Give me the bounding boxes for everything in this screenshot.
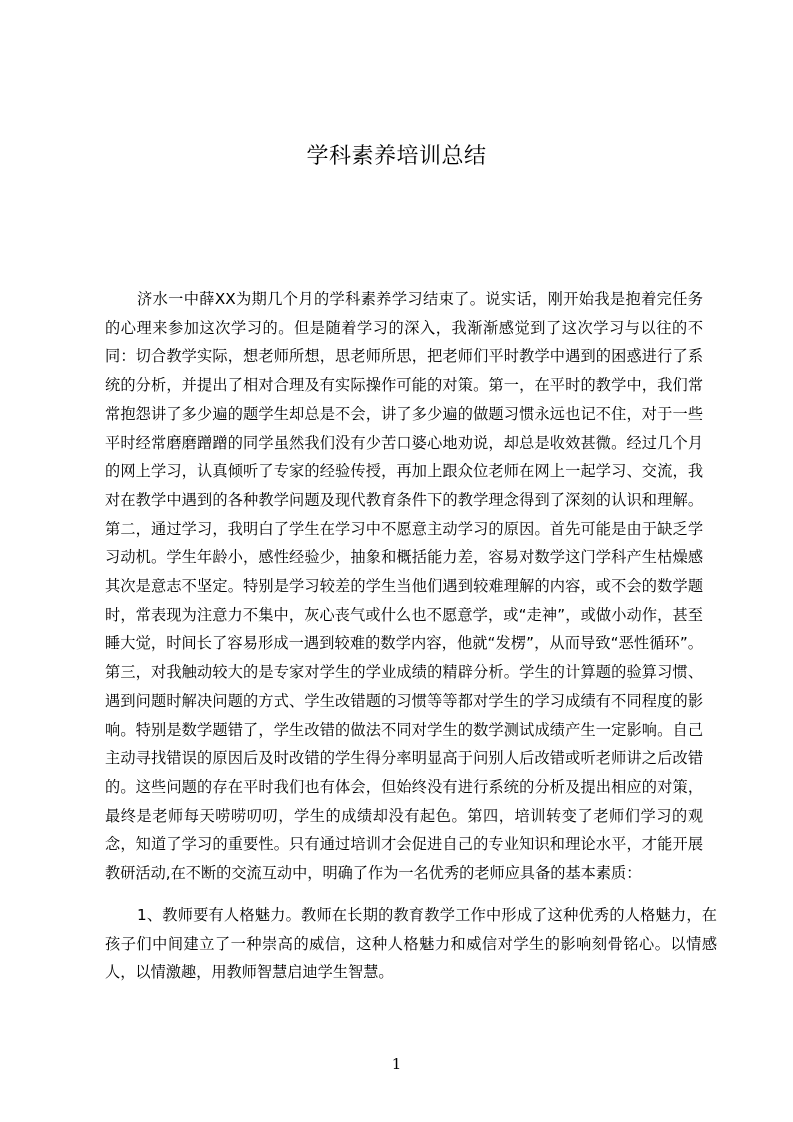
body-paragraph-2: 1、教师要有人格魅力。教师在长期的教育教学工作中形成了这种优秀的人格魅力，在孩子们中间建立了一种崇高的威信，这种人格魅力和威信对学生的影响刻骨铭心。以情感人，以情激趣，用教师智慧启迪学生智慧。: [105, 906, 717, 982]
page-number: 1: [391, 1055, 402, 1073]
body-paragraph-1: 济水一中薛XX为期几个月的学科素养学习结束了。说实话，刚开始我是抱着完任务的心理来参加这次学习的。但是随着学习的深入，我渐渐感觉到了这次学习与以往的不同：切合教学实际，想老师所想，思老师所思，把老师们平时教学中遇到的困惑进行了系统的分析，并提出了相对合理及有实际操作可能的对策。第一，在平时的教学中，我们常常抱怨讲了多少遍的题学生却总是不会，讲了多少遍的做题习惯永远也记不住，对于一些平时经常磨磨蹭蹭的同学虽然我们没有少苦口婆心地劝说，却总是收效甚微。经过几个月的网上学习，认真倾听了专家的经验传授，再加上跟众位老师在网上一起学习、交流，我对在教学中遇到的各种教学问题及现代教育条件下的教学理念得到了深刻的认识和理解。第二，通过学习，我明白了学生在学习中不愿意主动学习的原因。首先可能是由于缺乏学习动机。学生年龄小，感性经验少，抽象和概括能力差，容易对数学这门学科产生枯燥感其次是意志不坚定。特别是学习较差的学生当他们遇到较难理解的内容，或不会的数学题时，常表现为注意力不集中，灰心丧气或什么也不愿意学，或“走神”，或做小动作，甚至睡大觉，时间长了容易形成一遇到较难的数学内容，他就“发楞”，从而导致“恶性循环”。第三，对我触动较大的是专家对学生的学业成绩的精辟分析。学生的计算题的验算习惯、遇到问题时解决问题的方式、学生改错题的习惯等等都对学生的学习成绩有不同程度的影响。特别是数学题错了，学生改错的做法不同对学生的数学测试成绩产生一定影响。自己主动寻找错误的原因后及时改错的学生得分率明显高于问别人后改错或听老师讲之后改错的。这些问题的存在平时我们也有体会，但始终没有进行系统的分析及提出相应的对策，最终是老师每天唠唠叨叨，学生的成绩却没有起色。第四，培训转变了老师们学习的观念，知道了学习的重要性。只有通过培训才会促进自己的专业知识和理论水平，才能开展教研活动,在不断的交流互动中，明确了作为一名优秀的老师应具备的基本素质：: [105, 290, 703, 883]
document-title: 学科素养培训总结: [306, 144, 487, 169]
